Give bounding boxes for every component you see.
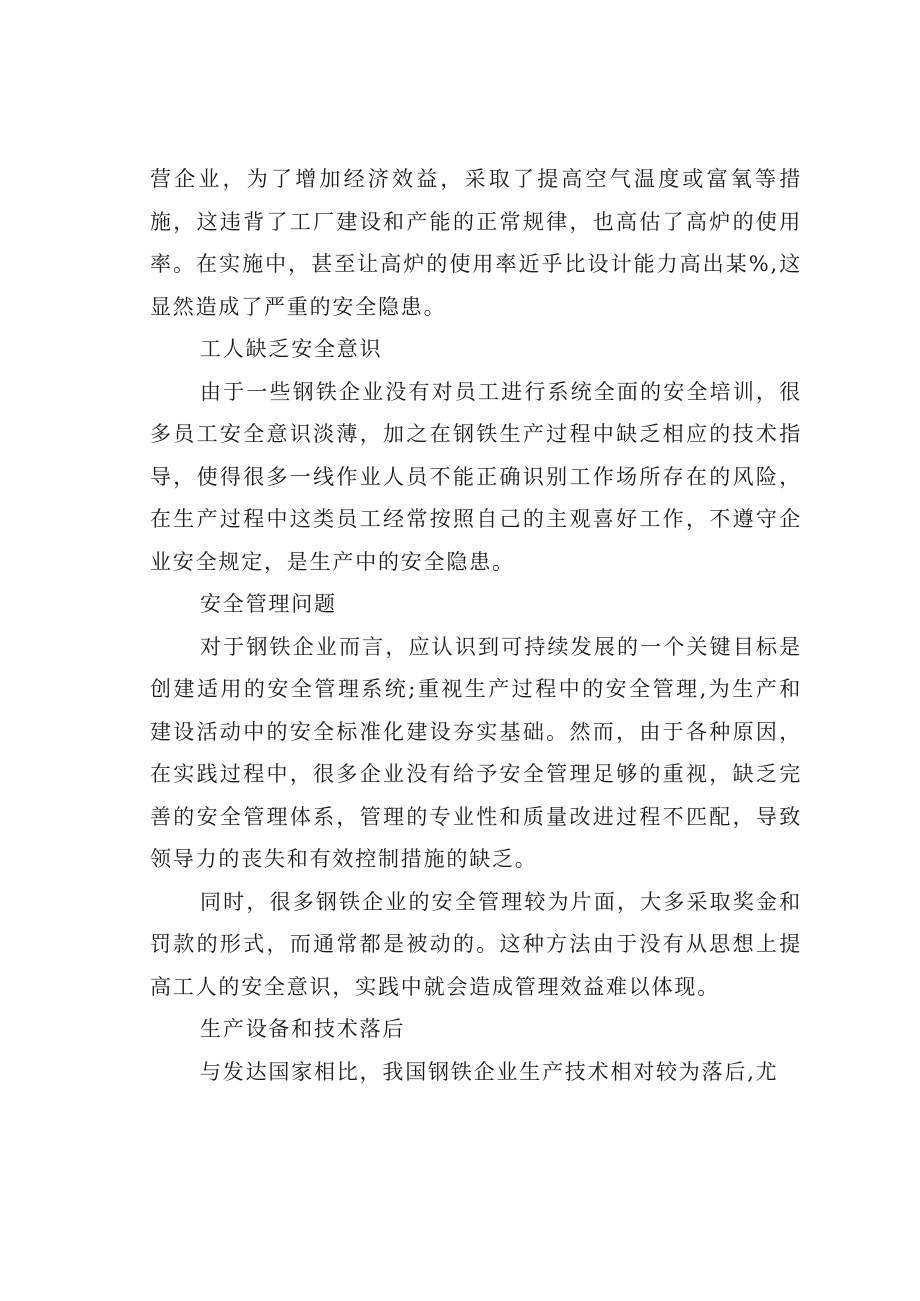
document-body <box>150 158 802 1093</box>
paragraph-equipment-technology: 与发达国家相比，我国钢铁企业生产技术相对较为落后,尤 <box>200 1059 779 1084</box>
paragraph-safety-management: 对于钢铁企业而言，应认识到可持续发展的一个关键目标是创建适用的安全管理系统;重视生产过程中的安全管理,为生产和建设活动中的安全标准化建设夯实基础。然而，由于各种原因，在实践过程中，很多企业没有给予安全管理足够的重视，缺乏完善的安全管理体系，管理的专业性和质量改进过程不匹配，导致领导力的丧失和有效控制措施的缺乏。 <box>150 634 802 871</box>
section-heading-worker-awareness: 工人缺乏安全意识 <box>200 337 383 361</box>
paragraph-safety-management-2: 同时，很多钢铁企业的安全管理较为片面，大多采取奖金和罚款的形式，而通常都是被动的。这种方法由于没有从思想上提高工人的安全意识，实践中就会造成管理效益难以体现。 <box>150 889 802 999</box>
section-heading-safety-management: 安全管理问题 <box>200 592 337 616</box>
section-heading-equipment-technology: 生产设备和技术落后 <box>200 1017 406 1041</box>
paragraph-continued: 营企业，为了增加经济效益，采取了提高空气温度或富氧等措施，这违背了工厂建设和产能的正常规律，也高估了高炉的使用率。在实施中，甚至让高炉的使用率近乎比设计能力高出某%,这显然造成了严重的安全隐患。 <box>150 167 802 319</box>
paragraph-worker-awareness: 由于一些钢铁企业没有对员工进行系统全面的安全培训，很多员工安全意识淡薄，加之在钢铁生产过程中缺乏相应的技术指导，使得很多一线作业人员不能正确识别工作场所存在的风险，在生产过程中这类员工经常按照自己的主观喜好工作，不遵守企业安全规定，是生产中的安全隐患。 <box>150 379 802 574</box>
